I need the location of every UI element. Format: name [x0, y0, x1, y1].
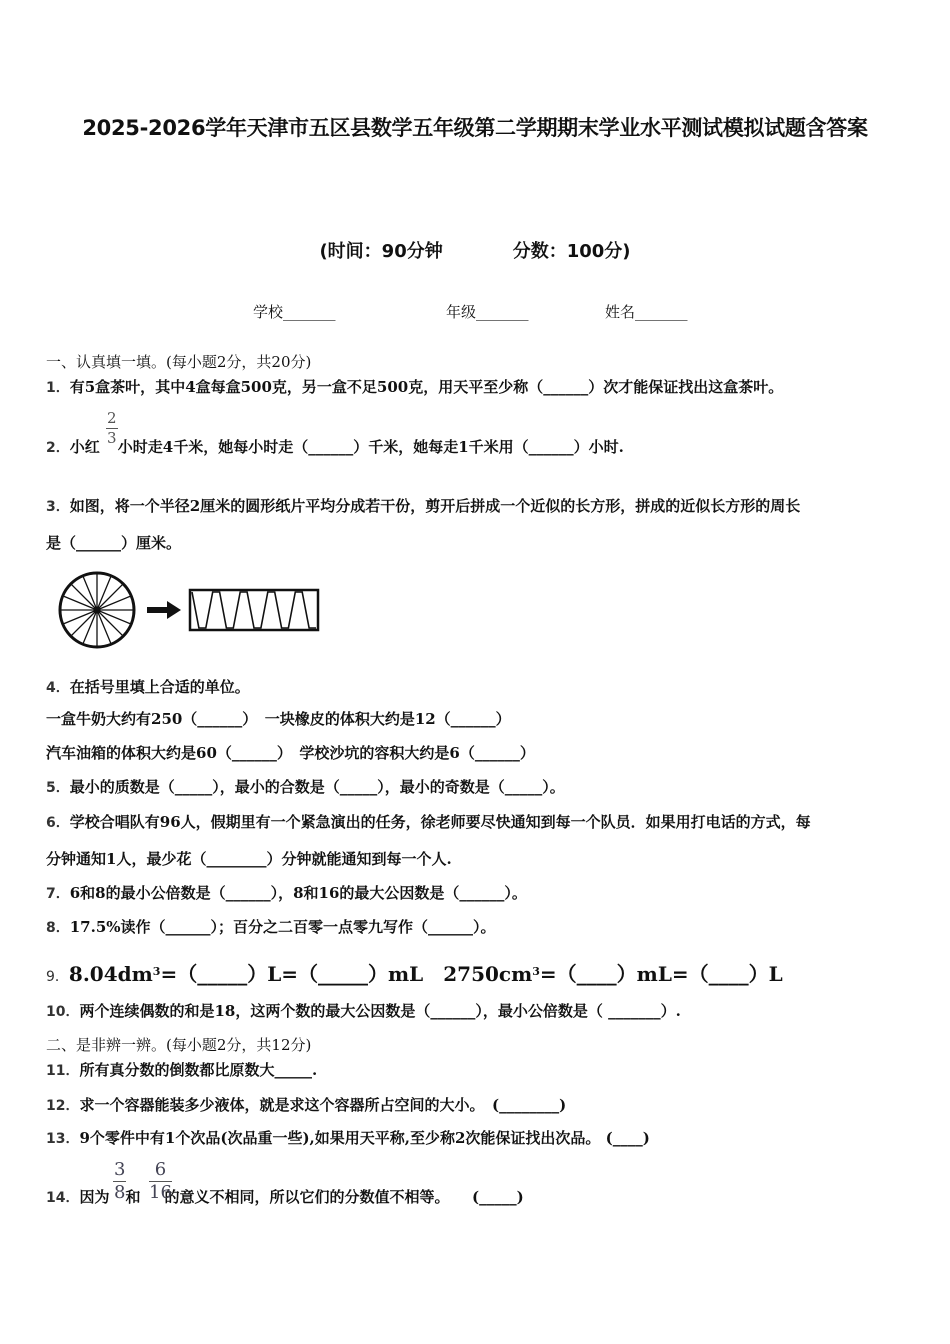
question-number: 2．: [46, 440, 70, 456]
circle-spoke: [72, 610, 97, 635]
section2-heading: 二、是非辨一辨。(每小题2分，共12分): [46, 1036, 312, 1054]
question-3-line2: 是（______）厘米。: [46, 534, 182, 552]
question-text-post: 小时走4千米，她每小时走（______）千米，她每走1千米用（______）小时.: [117, 438, 624, 456]
question-7: [46, 882, 527, 903]
question-text: 17.5%读作（______）；百分之二百零一点零九写作（______）。: [69, 918, 496, 936]
grade-field: 年级_______: [446, 303, 529, 321]
question-3-line1: [46, 495, 800, 516]
question-text: 如图，将一个半径2厘米的圆形纸片平均分成若干份，剪开后拼成一个近似的长方形，拼成的近似长方形的周长: [69, 497, 801, 515]
question-4-line1: 一盒牛奶大约有250（______） 一块橡皮的体积大约是12（______）: [46, 710, 511, 728]
circle-spoke: [97, 610, 122, 635]
page-title: 2025-2026学年天津市五区县数学五年级第二学期期末学业水平测试模拟试题含答案: [82, 116, 868, 140]
question-number: 1．: [46, 380, 70, 396]
fraction-numerator: 2: [107, 409, 117, 427]
question-11: [46, 1059, 317, 1080]
question-10: [46, 1000, 681, 1021]
question-13: [46, 1127, 650, 1148]
question-9: [46, 958, 783, 987]
question-number: 4．: [46, 680, 70, 696]
question-text-post: 的意义不相同，所以它们的分数值不相等。 (_____): [164, 1188, 524, 1206]
circle-to-rectangle-figure: [55, 570, 325, 650]
question-text: 所有真分数的倒数都比原数大_____.: [79, 1061, 318, 1079]
q9-part-a: 8.04dm: [68, 962, 153, 986]
fraction-denominator: 8: [114, 1182, 126, 1203]
section1-heading: 一、认真填一填。(每小题2分，共20分): [46, 353, 312, 371]
question-text: 求一个容器能装多少液体，就是求这个容器所占空间的大小。 (________): [79, 1096, 567, 1114]
fraction-denominator: 3: [107, 429, 117, 447]
question-6-line1: [46, 811, 811, 832]
question-text: 有5盒茶叶，其中4盒每盒500克，另一盒不足500克，用天平至少称（______）次才能保证找出这盒茶叶。: [69, 378, 784, 396]
question-4: [46, 676, 250, 697]
name-field: 姓名_______: [605, 303, 688, 321]
circle-spoke: [97, 585, 122, 610]
fraction-three-eighths: [113, 1161, 126, 1202]
question-number: 13．: [46, 1131, 80, 1147]
question-12: [46, 1094, 566, 1115]
question-text: 学校合唱队有96人，假期里有一个紧急演出的任务，徐老师要尽快通知到每一个队员．如果用打电话的方式，每: [69, 813, 811, 831]
question-number: 7．: [46, 886, 70, 902]
question-number: 3．: [46, 499, 70, 515]
q9-part-c: =（____）mL=（____）L: [539, 962, 783, 986]
question-text-pre: 小红: [69, 438, 100, 456]
q9-sup-b: 3: [532, 965, 540, 978]
question-number: 5．: [46, 780, 70, 796]
q9-sup-a: 3: [152, 965, 161, 978]
exam-time: (时间：90分钟: [319, 241, 443, 262]
question-text: 6和8的最小公倍数是（______），8和16的最大公因数是（______）。: [69, 884, 527, 902]
approx-rectangle: [190, 590, 318, 630]
fraction-denominator: 16: [149, 1182, 172, 1203]
q9-part-b: =（_____）L=（_____）mL 2750cm: [160, 962, 533, 986]
question-5: [46, 776, 565, 797]
question-number: 9．: [46, 969, 69, 985]
question-number: 6．: [46, 815, 70, 831]
circle-spoke: [72, 585, 97, 610]
question-4-line2: 汽车油箱的体积大约是60（______） 学校沙坑的容积大约是6（______）: [46, 744, 535, 762]
arrow-icon: [147, 601, 181, 619]
question-number: 12．: [46, 1098, 80, 1114]
fraction-six-sixteenths: [149, 1161, 172, 1202]
question-number: 10．: [46, 1004, 80, 1020]
question-text-pre: 因为: [79, 1188, 110, 1206]
question-2: [46, 436, 624, 457]
question-number: 8．: [46, 920, 70, 936]
question-text: 9个零件中有1个次品(次品重一些),如果用天平称,至少称2次能保证找出次品。 (____): [79, 1129, 650, 1147]
exam-meta: [0, 237, 950, 263]
question-text: 两个连续偶数的和是18，这两个数的最大公因数是（______），最小公倍数是（ _______）.: [79, 1002, 681, 1020]
question-number: 11．: [46, 1063, 80, 1079]
sectored-circle: [60, 573, 134, 647]
fraction-numerator: 6: [149, 1161, 172, 1182]
question-text-mid: 和: [125, 1188, 141, 1206]
exam-score: 分数：100分): [512, 241, 631, 262]
question-6-line2: 分钟通知1人，最少花（________）分钟就能通知到每一个人.: [46, 850, 452, 868]
fraction-numerator: 3: [114, 1159, 126, 1180]
question-text: 在括号里填上合适的单位。: [69, 678, 250, 696]
fraction-two-thirds: [106, 411, 118, 446]
question-number: 14．: [46, 1190, 80, 1206]
question-8: [46, 916, 496, 937]
question-1: [46, 376, 783, 397]
question-text: 最小的质数是（_____），最小的合数是（_____），最小的奇数是（_____）。: [69, 778, 565, 796]
school-field: 学校_______: [253, 303, 336, 321]
